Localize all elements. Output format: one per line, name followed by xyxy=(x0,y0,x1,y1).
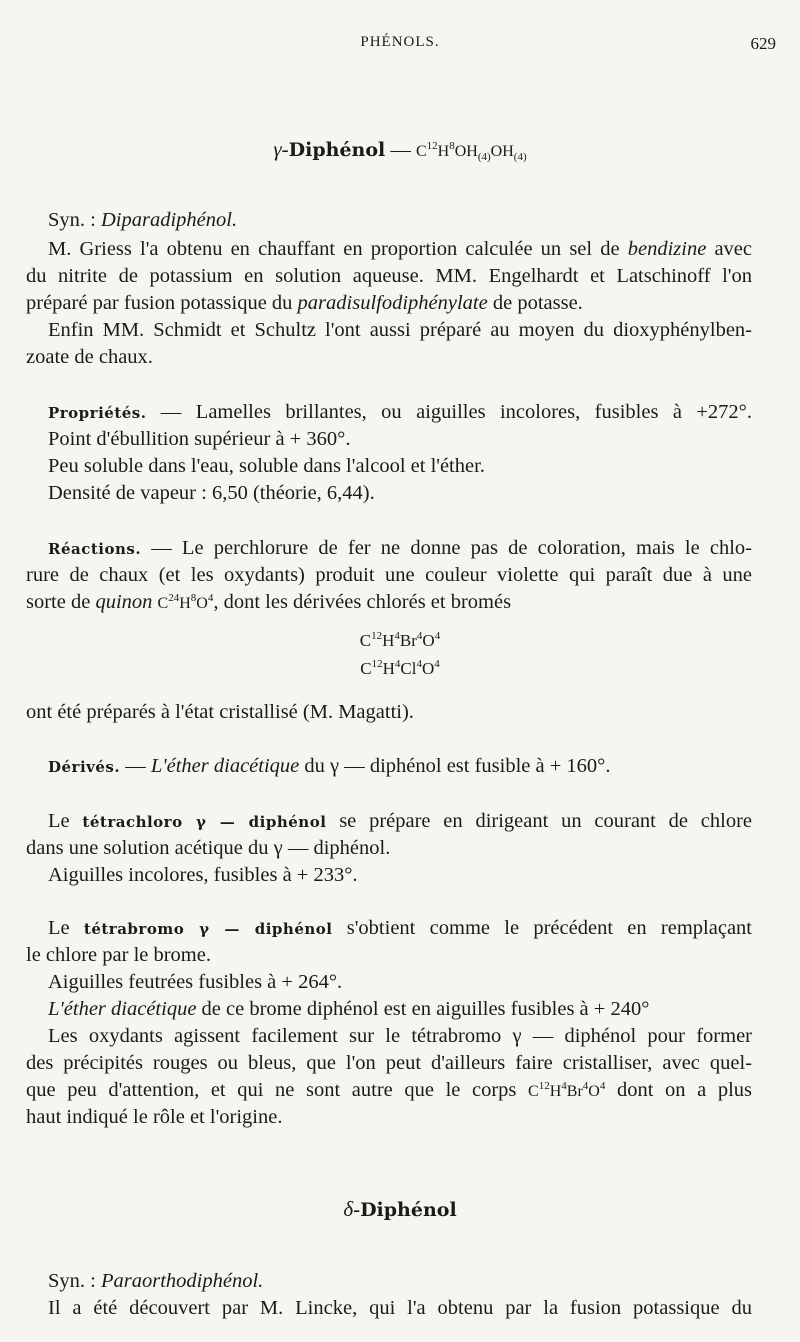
text-span: s'obtient comme le précédent en remplaçant xyxy=(346,917,752,939)
compound-name: tétrabromo γ — diphénol xyxy=(83,920,333,938)
oxidants-line: Les oxydants agissent facilement sur le tétrabromo γ — diphénol pour former xyxy=(48,1025,752,1047)
page-number: 629 xyxy=(750,34,776,53)
paragraph-line: zoate de chaux. xyxy=(26,346,153,368)
properties-line: Densité de vapeur : 6,50 (théorie, 6,44). xyxy=(48,482,375,504)
derivatives-label: Dérivés. xyxy=(48,758,121,776)
text-span: de ce brome diphénol est en aiguilles fusibles à + 240° xyxy=(201,998,650,1020)
italic-term: paradisulfodiphénylate xyxy=(297,292,488,314)
italic-term: quinon xyxy=(95,591,153,613)
properties-line xyxy=(48,399,752,426)
title-dash: — xyxy=(390,139,411,161)
properties-label: Propriétés. xyxy=(48,404,147,422)
oxidants-line: des précipités rouges ou bleus, que l'on peut d'ailleurs faire cristalliser, avec quel- xyxy=(26,1052,752,1074)
text-span: sorte de xyxy=(26,591,91,613)
properties-line: Point d'ébullition supérieur à + 360°. xyxy=(48,428,351,450)
compound-name: tétrachloro γ — diphénol xyxy=(82,813,327,831)
syn-label: Syn. : xyxy=(48,209,96,231)
formula-inline: $C^{12}H^4Br^4O^4$ xyxy=(528,1080,606,1100)
tetrachloro-line: Aiguilles incolores, fusibles à + 233°. xyxy=(48,864,358,886)
formula-bromo: $C^{12}H^4Br^4O^4$ xyxy=(359,630,441,650)
tetrabromo-line: le chlore par le brome. xyxy=(26,944,211,966)
text-span: , dont les dérivées chlorés et bromés xyxy=(213,591,512,613)
properties-line: Peu soluble dans l'eau, soluble dans l'alcool et l'éther. xyxy=(48,455,485,477)
running-title: PHÉNOLS. xyxy=(360,34,440,50)
formula-chloro: $C^{12}H^4Cl^4O^4$ xyxy=(360,658,440,678)
reactions-line: rure de chaux (et les oxydants) produit une couleur violette qui paraît due à une xyxy=(26,564,752,586)
text-span: du γ — diphénol est fusible à + 160°. xyxy=(304,755,611,777)
oxidants-line xyxy=(26,1077,752,1105)
reactions-line: ont été préparés à l'état cristallisé (M. Magatti). xyxy=(26,701,414,723)
text-span: Le xyxy=(48,917,70,939)
paragraph-line xyxy=(26,290,752,316)
ether-line xyxy=(48,996,774,1022)
reactions-line xyxy=(26,589,752,617)
text-span: dont on a plus xyxy=(616,1079,753,1101)
section-title-gamma-diphenol xyxy=(0,136,800,165)
title-prefix: γ- xyxy=(273,137,289,161)
italic-term: bendizine xyxy=(627,238,707,260)
syn-name: Paraorthodiphénol. xyxy=(100,1270,264,1292)
text-span: se prépare en dirigeant un courant de chlore xyxy=(339,810,753,832)
text-span: M. Griess l'a obtenu en chauffant en proportion calculée un sel de xyxy=(48,238,620,260)
synonym-line xyxy=(26,207,752,233)
reactions-line xyxy=(48,535,752,562)
syn-label: Syn. : xyxy=(48,1270,96,1292)
tetrachloro-line: dans une solution acétique du γ — diphénol. xyxy=(26,837,391,859)
text-span: Le xyxy=(48,810,70,832)
synonym-line xyxy=(26,1268,752,1294)
italic-term: L'éther diacétique xyxy=(150,755,300,777)
syn-name: Diparadiphénol. xyxy=(100,209,238,231)
running-header xyxy=(0,30,800,56)
reactions-label: Réactions. xyxy=(48,540,142,558)
section-title-delta-diphenol xyxy=(0,1196,800,1223)
text-span: que peu d'attention, et qui ne sont autre que le corps xyxy=(26,1079,517,1101)
paragraph-line xyxy=(48,236,752,262)
derivatives-line xyxy=(48,753,774,780)
paragraph-line: Enfin MM. Schmidt et Schultz l'ont aussi préparé au moyen du dioxyphénylben- xyxy=(48,319,752,341)
paragraph-line: du nitrite de potassium en solution aqueuse. MM. Engelhardt et Latschinoff l'on xyxy=(26,265,752,287)
tetrabromo-line xyxy=(48,915,752,942)
title-prefix: δ- xyxy=(343,1197,361,1221)
text-span: préparé par fusion potassique du xyxy=(26,292,293,314)
text-span: avec xyxy=(714,238,752,260)
oxidants-line: haut indiqué le rôle et l'origine. xyxy=(26,1106,283,1128)
tetrabromo-line: Aiguilles feutrées fusibles à + 264°. xyxy=(48,971,343,993)
formula-inline: $C^{24}H^8O^4$ xyxy=(157,592,214,612)
tetrachloro-line xyxy=(48,808,752,835)
text-span: — xyxy=(125,755,146,777)
italic-term: L'éther diacétique xyxy=(48,998,197,1020)
title-formula: $C^{12}H^8OH_{(4)}OH_{(4)}$ xyxy=(416,140,527,163)
text-span: de potasse. xyxy=(492,292,583,314)
text-span: — Le perchlorure de fer ne donne pas de coloration, mais le chlo- xyxy=(151,537,752,559)
title-name: Diphénol xyxy=(288,139,386,161)
text-span: — Lamelles brillantes, ou aiguilles incolores, fusibles à +272°. xyxy=(160,401,752,423)
title-name: Diphénol xyxy=(360,1199,457,1221)
paragraph-line: Il a été découvert par M. Lincke, qui l'a obtenu par la fusion potassique du xyxy=(48,1297,752,1319)
